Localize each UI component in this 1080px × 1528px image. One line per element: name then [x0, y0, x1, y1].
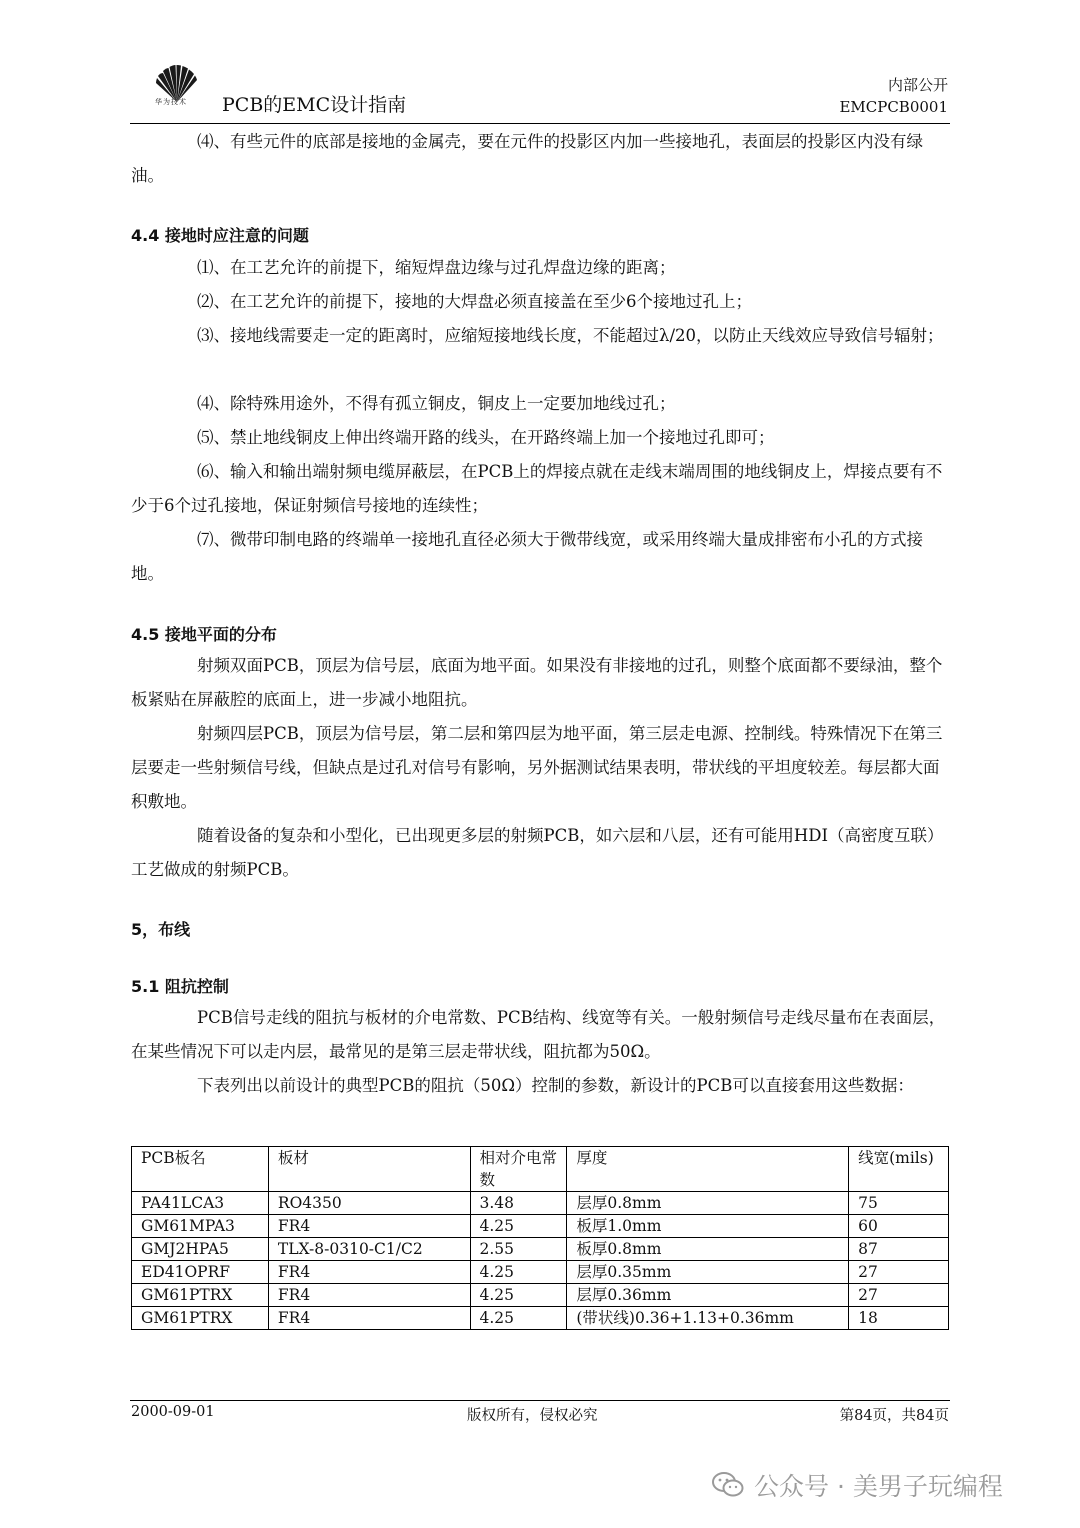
paragraph: 射频四层PCB，顶层为信号层，第二层和第四层为地平面，第三层走电源、控制线。特殊情况下在第三层要走一些射频信号线，但缺点是过孔对信号有影响，另外据测试结果表明，带状线的平坦度较差。每层都大面积敷地。 [131, 724, 943, 811]
table-cell: 60 [849, 1215, 949, 1238]
header-divider [130, 123, 950, 124]
table-row [132, 1307, 949, 1330]
table-cell: 2.55 [470, 1238, 567, 1261]
column-header: 相对介电常数 [470, 1147, 567, 1192]
paragraph: 下表列出以前设计的典型PCB的阻抗（50Ω）控制的参数，新设计的PCB可以直接套用这些数据： [197, 1076, 914, 1095]
column-header: 线宽(mils) [849, 1147, 949, 1192]
watermark-text: 公众号 · 美男子玩编程 [754, 1472, 1003, 1501]
table-cell: 27 [849, 1284, 949, 1307]
table-cell: RO4350 [268, 1192, 470, 1215]
table-cell: PA41LCA3 [132, 1192, 269, 1215]
table-row [132, 1215, 949, 1238]
table-cell: GM61PTRX [132, 1307, 269, 1330]
section-heading-4-5: 4.5 接地平面的分布 [131, 625, 277, 644]
impedance-parameter-table [131, 1146, 949, 1330]
paragraph: ⑷、有些元件的底部是接地的金属壳，要在元件的投影区内加一些接地孔，表面层的投影区内没有绿油。 [131, 132, 923, 185]
paragraph: 随着设备的复杂和小型化，已出现更多层的射频PCB，如六层和八层，还有可能用HDI（高密度互联）工艺做成的射频PCB。 [131, 826, 944, 879]
table-cell: GM61PTRX [132, 1284, 269, 1307]
section-heading-4-4: 4.4 接地时应注意的问题 [131, 226, 309, 245]
table-row [132, 1192, 949, 1215]
table-cell: FR4 [268, 1284, 470, 1307]
table-cell: 18 [849, 1307, 949, 1330]
footer-date: 2000-09-01 [131, 1404, 215, 1420]
list-item: ⑶、接地线需要走一定的距离时，应缩短接地线长度，不能超过λ/20，以防止天线效应导致信号辐射； [197, 326, 944, 345]
table-cell: 3.48 [470, 1192, 567, 1215]
table-cell: 4.25 [470, 1284, 567, 1307]
table-cell: TLX-8-0310-C1/C2 [268, 1238, 470, 1261]
header-right [839, 74, 948, 118]
footer-copyright: 版权所有，侵权必究 [467, 1408, 598, 1424]
section-heading-5-1: 5.1 阻抗控制 [131, 977, 229, 996]
paragraph: PCB信号走线的阻抗与板材的介电常数、PCB结构、线宽等有关。一般射频信号走线尽量布在表面层，在某些情况下可以走内层，最常见的是第三层走带状线，阻抗都为50Ω。 [131, 1008, 946, 1061]
table-cell: 层厚0.8mm [567, 1192, 849, 1215]
list-item: ⑸、禁止地线铜皮上伸出终端开路的线头，在开路终端上加一个接地过孔即可； [197, 428, 775, 447]
table-cell: 27 [849, 1261, 949, 1284]
classification-label: 内部公开 [887, 76, 948, 94]
table-cell: 4.25 [470, 1215, 567, 1238]
watermark [712, 1465, 1003, 1505]
table-cell: GMJ2HPA5 [132, 1238, 269, 1261]
doc-code: EMCPCB0001 [839, 98, 948, 116]
wechat-icon [712, 1471, 744, 1499]
table-cell: 层厚0.36mm [567, 1284, 849, 1307]
table-cell: 75 [849, 1192, 949, 1215]
table-cell: 4.25 [470, 1261, 567, 1284]
list-item: ⑷、除特殊用途外，不得有孤立铜皮，铜皮上一定要加地线过孔； [197, 394, 676, 413]
column-header: 厚度 [567, 1147, 849, 1192]
table-row [132, 1238, 949, 1261]
footer-divider [130, 1400, 950, 1401]
section-heading-5: 5，布线 [131, 920, 191, 939]
table-header-row [132, 1147, 949, 1192]
table-row [132, 1284, 949, 1307]
list-item: ⑵、在工艺允许的前提下，接地的大焊盘必须直接盖在至少6个接地过孔上； [197, 292, 752, 311]
footer-page-number: 第84页，共84页 [839, 1408, 949, 1424]
table-cell: FR4 [268, 1215, 470, 1238]
logo-caption: 华为技术 [155, 98, 187, 106]
table-cell: FR4 [268, 1307, 470, 1330]
table-row [132, 1261, 949, 1284]
paragraph: 射频双面PCB，顶层为信号层，底面为地平面。如果没有非接地的过孔，则整个底面都不要绿油，整个板紧贴在屏蔽腔的底面上，进一步减小地阻抗。 [131, 656, 943, 709]
table-cell: 87 [849, 1238, 949, 1261]
list-item: ⑴、在工艺允许的前提下，缩短焊盘边缘与过孔焊盘边缘的距离； [197, 258, 676, 277]
table-cell: (带状线)0.36+1.13+0.36mm [567, 1307, 849, 1330]
column-header: PCB板名 [132, 1147, 269, 1192]
table-cell: 4.25 [470, 1307, 567, 1330]
document-title: PCB的EMC设计指南 [222, 94, 407, 116]
list-item: ⑺、微带印制电路的终端单一接地孔直径必须大于微带线宽，或采用终端大量成排密布小孔的方式接地。 [131, 530, 923, 583]
table-cell: 板厚1.0mm [567, 1215, 849, 1238]
table-cell: FR4 [268, 1261, 470, 1284]
table-cell: 板厚0.8mm [567, 1238, 849, 1261]
list-item: ⑹、输入和输出端射频电缆屏蔽层，在PCB上的焊接点就在走线末端周围的地线铜皮上，焊接点要有不少于6个过孔接地，保证射频信号接地的连续性； [131, 462, 943, 515]
column-header: 板材 [268, 1147, 470, 1192]
table-cell: ED41OPRF [132, 1261, 269, 1284]
table-cell: 层厚0.35mm [567, 1261, 849, 1284]
table-cell: GM61MPA3 [132, 1215, 269, 1238]
